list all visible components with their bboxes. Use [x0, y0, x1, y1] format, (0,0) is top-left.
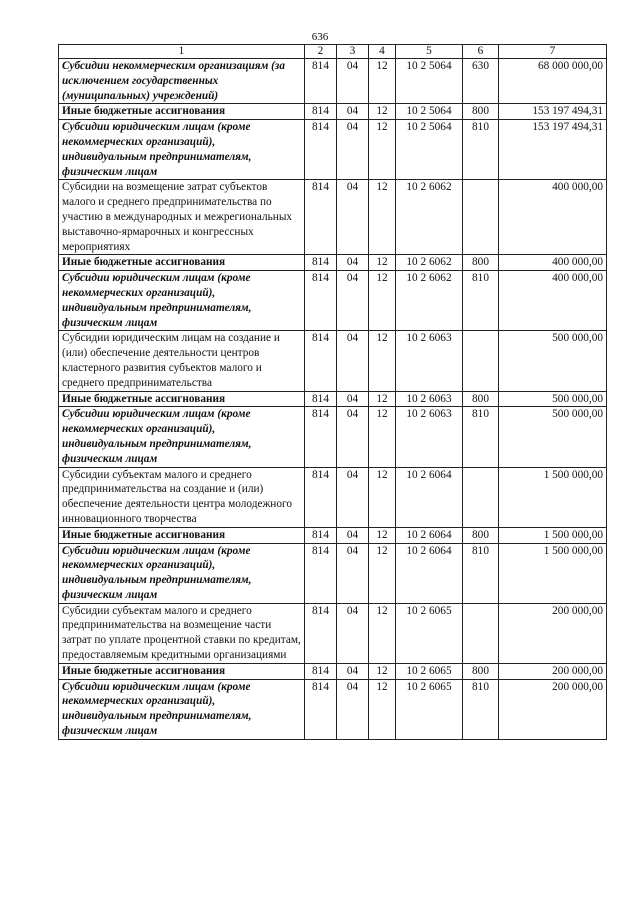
code-target-article-cell: 10 2 6064: [396, 467, 463, 527]
amount-cell: 400 000,00: [499, 255, 607, 271]
code-ministry-cell: 814: [305, 180, 337, 255]
column-header: 2: [305, 45, 337, 59]
amount-cell: 200 000,00: [499, 679, 607, 739]
amount-cell: 400 000,00: [499, 271, 607, 331]
code-target-article-cell: 10 2 6063: [396, 407, 463, 467]
table-row: [59, 271, 607, 331]
table-row: [59, 255, 607, 271]
amount-cell: 1 500 000,00: [499, 527, 607, 543]
code-ministry-cell: 814: [305, 59, 337, 104]
table-row: [59, 543, 607, 603]
code-section-cell: 04: [337, 603, 369, 663]
amount-cell: 500 000,00: [499, 407, 607, 467]
code-target-article-cell: 10 2 6062: [396, 255, 463, 271]
code-subsection-cell: 12: [369, 407, 396, 467]
code-expense-type-cell: 810: [463, 120, 499, 180]
table-row: [59, 331, 607, 391]
code-section-cell: 04: [337, 663, 369, 679]
table-body: [59, 59, 607, 740]
row-name-cell: Субсидии юридическим лицам (кроме некоммерческих организаций), индивидуальным предпринимателям, физическим лицам: [59, 543, 305, 603]
code-section-cell: 04: [337, 271, 369, 331]
code-target-article-cell: 10 2 6062: [396, 271, 463, 331]
row-name-cell: Субсидии субъектам малого и среднего предпринимательства на возмещение части затрат по уплате процентной ставки по кредитам, предоставляемым кредитными организациями: [59, 603, 305, 663]
amount-cell: 500 000,00: [499, 331, 607, 391]
code-section-cell: 04: [337, 255, 369, 271]
code-section-cell: 04: [337, 331, 369, 391]
code-ministry-cell: 814: [305, 663, 337, 679]
row-name-cell: Субсидии юридическим лицам (кроме некоммерческих организаций), индивидуальным предпринимателям, физическим лицам: [59, 120, 305, 180]
code-section-cell: 04: [337, 104, 369, 120]
code-target-article-cell: 10 2 6063: [396, 391, 463, 407]
code-expense-type-cell: 800: [463, 527, 499, 543]
code-ministry-cell: 814: [305, 331, 337, 391]
row-name-cell: Иные бюджетные ассигнования: [59, 391, 305, 407]
row-name-cell: Иные бюджетные ассигнования: [59, 663, 305, 679]
code-subsection-cell: 12: [369, 271, 396, 331]
code-section-cell: 04: [337, 467, 369, 527]
code-subsection-cell: 12: [369, 527, 396, 543]
code-ministry-cell: 814: [305, 407, 337, 467]
code-expense-type-cell: 800: [463, 104, 499, 120]
amount-cell: 200 000,00: [499, 603, 607, 663]
code-subsection-cell: 12: [369, 331, 396, 391]
table-row: [59, 679, 607, 739]
code-subsection-cell: 12: [369, 59, 396, 104]
code-expense-type-cell: [463, 467, 499, 527]
code-ministry-cell: 814: [305, 271, 337, 331]
amount-cell: 1 500 000,00: [499, 543, 607, 603]
code-ministry-cell: 814: [305, 120, 337, 180]
code-ministry-cell: 814: [305, 679, 337, 739]
code-ministry-cell: 814: [305, 391, 337, 407]
amount-cell: 1 500 000,00: [499, 467, 607, 527]
row-name-cell: Иные бюджетные ассигнования: [59, 527, 305, 543]
code-ministry-cell: 814: [305, 255, 337, 271]
code-section-cell: 04: [337, 407, 369, 467]
row-name-cell: Субсидии юридическим лицам (кроме некоммерческих организаций), индивидуальным предпринимателям, физическим лицам: [59, 271, 305, 331]
table-row: [59, 603, 607, 663]
table-row: [59, 663, 607, 679]
code-expense-type-cell: 810: [463, 407, 499, 467]
row-name-cell: Субсидии на возмещение затрат субъектов малого и среднего предпринимательства по участию в международных и межрегиональных выставочно-ярмарочных и конгрессных мероприятиях: [59, 180, 305, 255]
code-expense-type-cell: 810: [463, 679, 499, 739]
code-expense-type-cell: 810: [463, 271, 499, 331]
header-row: [59, 45, 607, 59]
table-row: [59, 527, 607, 543]
amount-cell: 68 000 000,00: [499, 59, 607, 104]
code-target-article-cell: 10 2 6064: [396, 527, 463, 543]
code-subsection-cell: 12: [369, 543, 396, 603]
code-expense-type-cell: 630: [463, 59, 499, 104]
code-section-cell: 04: [337, 679, 369, 739]
code-expense-type-cell: [463, 603, 499, 663]
code-target-article-cell: 10 2 6063: [396, 331, 463, 391]
budget-table: [58, 44, 607, 740]
code-section-cell: 04: [337, 527, 369, 543]
code-subsection-cell: 12: [369, 391, 396, 407]
row-name-cell: Субсидии юридическим лицам на создание и (или) обеспечение деятельности центров кластерного развития субъектов малого и среднего предпринимательства: [59, 331, 305, 391]
code-expense-type-cell: 800: [463, 391, 499, 407]
row-name-cell: Иные бюджетные ассигнования: [59, 255, 305, 271]
code-section-cell: 04: [337, 180, 369, 255]
code-subsection-cell: 12: [369, 663, 396, 679]
code-subsection-cell: 12: [369, 180, 396, 255]
code-expense-type-cell: 810: [463, 543, 499, 603]
row-name-cell: Субсидии юридическим лицам (кроме некоммерческих организаций), индивидуальным предпринимателям, физическим лицам: [59, 407, 305, 467]
column-header: 1: [59, 45, 305, 59]
page-number: 636: [311, 31, 329, 43]
code-section-cell: 04: [337, 543, 369, 603]
code-target-article-cell: 10 2 6065: [396, 663, 463, 679]
code-ministry-cell: 814: [305, 543, 337, 603]
amount-cell: 153 197 494,31: [499, 120, 607, 180]
code-ministry-cell: 814: [305, 603, 337, 663]
row-name-cell: Иные бюджетные ассигнования: [59, 104, 305, 120]
code-section-cell: 04: [337, 59, 369, 104]
table-row: [59, 104, 607, 120]
table-row: [59, 407, 607, 467]
row-name-cell: Субсидии юридическим лицам (кроме некоммерческих организаций), индивидуальным предпринимателям, физическим лицам: [59, 679, 305, 739]
code-target-article-cell: 10 2 5064: [396, 59, 463, 104]
row-name-cell: Субсидии субъектам малого и среднего предпринимательства на создание и (или) обеспечение деятельности центра молодежного инновационного творчества: [59, 467, 305, 527]
code-subsection-cell: 12: [369, 603, 396, 663]
table-row: [59, 391, 607, 407]
code-subsection-cell: 12: [369, 467, 396, 527]
code-target-article-cell: 10 2 6064: [396, 543, 463, 603]
code-subsection-cell: 12: [369, 255, 396, 271]
code-expense-type-cell: 800: [463, 255, 499, 271]
code-ministry-cell: 814: [305, 527, 337, 543]
code-expense-type-cell: [463, 331, 499, 391]
code-subsection-cell: 12: [369, 120, 396, 180]
code-target-article-cell: 10 2 5064: [396, 120, 463, 180]
code-expense-type-cell: [463, 180, 499, 255]
code-target-article-cell: 10 2 6065: [396, 603, 463, 663]
table-row: [59, 59, 607, 104]
table-row: [59, 467, 607, 527]
amount-cell: 500 000,00: [499, 391, 607, 407]
column-header: 7: [499, 45, 607, 59]
table-row: [59, 180, 607, 255]
amount-cell: 200 000,00: [499, 663, 607, 679]
code-target-article-cell: 10 2 5064: [396, 104, 463, 120]
row-name-cell: Субсидии некоммерческим организациям (за исключением государственных (муниципальных) учреждений): [59, 59, 305, 104]
code-target-article-cell: 10 2 6065: [396, 679, 463, 739]
column-header: 3: [337, 45, 369, 59]
code-ministry-cell: 814: [305, 104, 337, 120]
code-subsection-cell: 12: [369, 104, 396, 120]
table-row: [59, 120, 607, 180]
code-ministry-cell: 814: [305, 467, 337, 527]
column-header: 5: [396, 45, 463, 59]
column-header: 4: [369, 45, 396, 59]
code-section-cell: 04: [337, 391, 369, 407]
code-subsection-cell: 12: [369, 679, 396, 739]
column-header: 6: [463, 45, 499, 59]
amount-cell: 400 000,00: [499, 180, 607, 255]
code-expense-type-cell: 800: [463, 663, 499, 679]
code-section-cell: 04: [337, 120, 369, 180]
amount-cell: 153 197 494,31: [499, 104, 607, 120]
code-target-article-cell: 10 2 6062: [396, 180, 463, 255]
